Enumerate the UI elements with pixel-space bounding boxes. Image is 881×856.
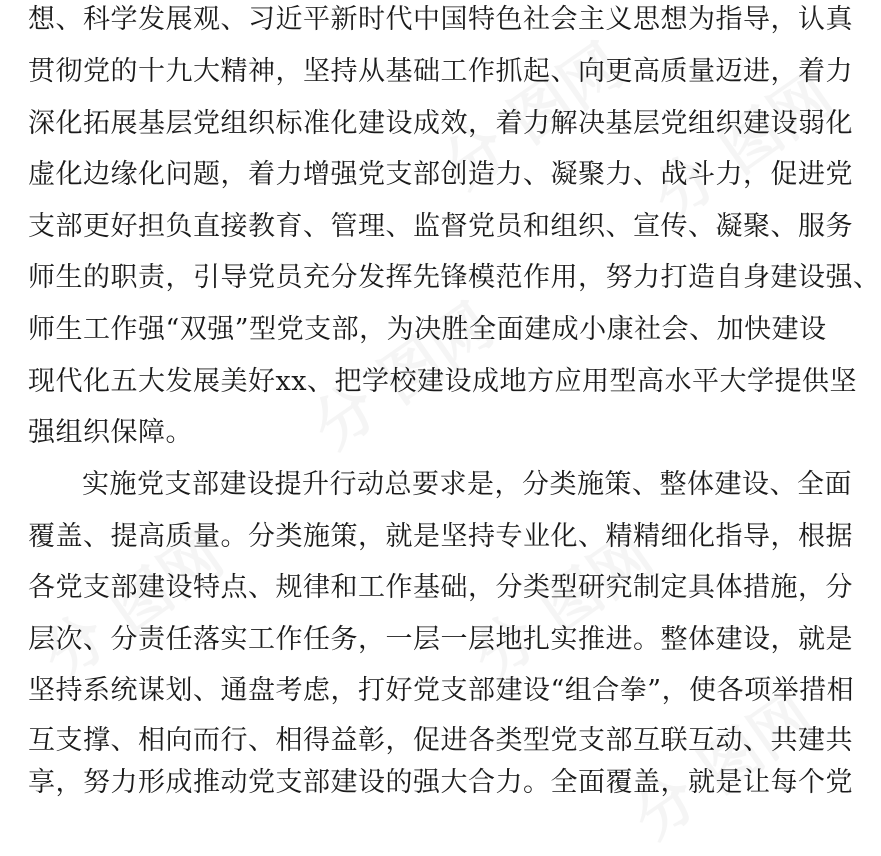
- paragraph-1-line: 虚化边缘化问题，着力增强党支部创造力、凝聚力、战斗力，促进党: [28, 159, 853, 190]
- watermark: 分 图网: [640, 60, 846, 234]
- watermark: 分 图网: [460, 520, 666, 694]
- watermark: 分 图网: [620, 680, 826, 854]
- paragraph-1-line: 想、科学发展观、习近平新时代中国特色社会主义思想为指导，认真: [28, 4, 853, 35]
- paragraph-1-line: 师生的职责，引导党员充分发挥先锋模范作用，努力打造自身建设强、: [28, 262, 881, 293]
- watermark: 分 图网: [300, 290, 506, 464]
- watermark: 分 图网: [430, 30, 636, 204]
- paragraph-1-line: 支部更好担负直接教育、管理、监督党员和组织、宣传、凝聚、服务: [28, 211, 853, 242]
- paragraph-1-line: 师生工作强“双强”型党支部，为决胜全面建成小康社会、加快建设: [28, 314, 827, 345]
- paragraph-2-line: 层次、分责任落实工作任务，一层一层地扎实推进。整体建设，就是: [28, 624, 853, 655]
- paragraph-2-line: 覆盖、提高质量。分类施策，就是坚持专业化、精精细化指导，根据: [28, 521, 853, 552]
- paragraph-1-line: 现代化五大发展美好xx、把学校建设成地方应用型高水平大学提供坚: [28, 366, 857, 397]
- paragraph-2-line: 各党支部建设特点、规律和工作基础，分类型研究制定具体措施，分: [28, 572, 853, 603]
- paragraph-1-line: 贯彻党的十九大精神，坚持从基础工作抓起、向更高质量迈进，着力: [28, 56, 853, 87]
- paragraph-3-line: 互支撑、相向而行、相得益彰，促进各类型党支部互联互动、共建共: [28, 725, 853, 756]
- paragraph-1-line: 强组织保障。: [28, 417, 193, 448]
- paragraph-3-line: 享，努力形成推动党支部建设的强大合力。全面覆盖，就是让每个党: [28, 767, 853, 798]
- paragraph-2-line: 实施党支部建设提升行动总要求是，分类施策、整体建设、全面: [82, 469, 852, 500]
- watermark: 分 图网: [30, 520, 236, 694]
- paragraph-2-line: 坚持系统谋划、通盘考虑，打好党支部建设“组合拳”，使各项举措相: [28, 675, 855, 706]
- paragraph-1-line: 深化拓展基层党组织标准化建设成效，着力解决基层党组织建设弱化: [28, 108, 853, 139]
